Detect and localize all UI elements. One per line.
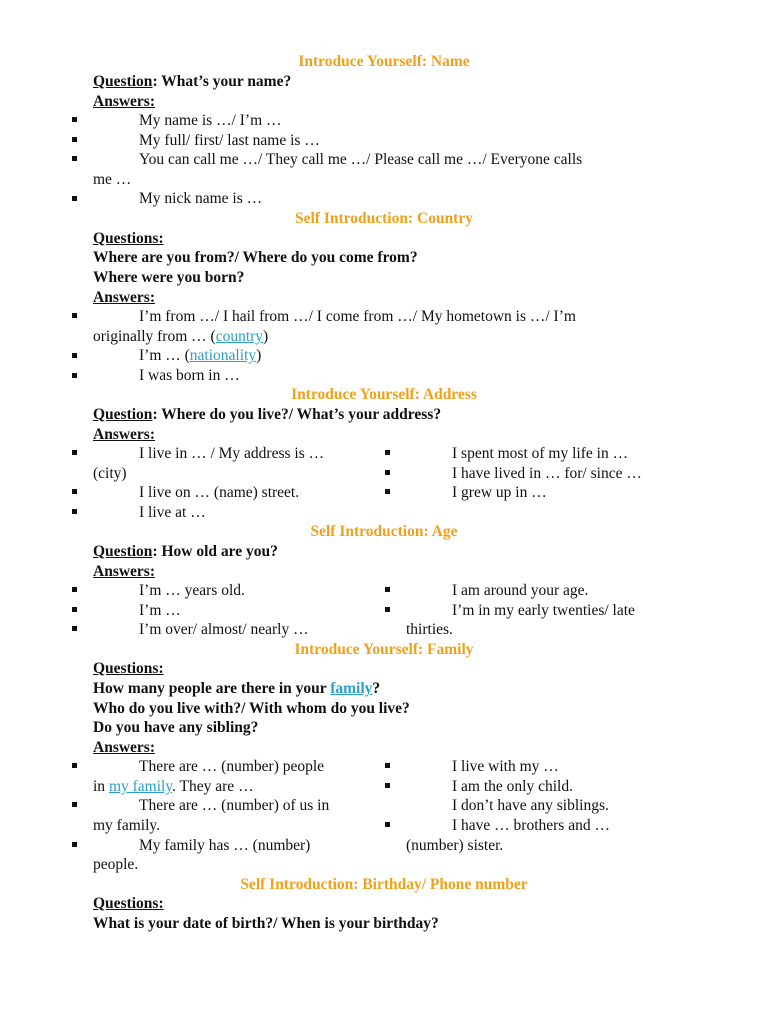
answer-item: I live with my … xyxy=(452,758,559,775)
questions-label-family: Questions: xyxy=(93,660,164,677)
question-item: What is your date of birth?/ When is your birthday? xyxy=(93,915,439,932)
text-segment: originally from … ( xyxy=(93,328,216,345)
question-label: Question xyxy=(93,406,153,423)
question-name xyxy=(93,72,291,92)
bullet xyxy=(385,763,390,768)
question-address xyxy=(93,405,441,425)
answer-item xyxy=(139,346,261,366)
answer-item-continued: (number) sister. xyxy=(406,837,504,854)
question-item xyxy=(93,679,380,699)
answer-item: I’m over/ almost/ nearly … xyxy=(139,621,309,638)
nationality-link[interactable]: nationality xyxy=(189,347,257,364)
answer-item: I am the only child. xyxy=(452,778,573,795)
answers-label-family: Answers: xyxy=(93,739,155,756)
questions-label-country: Questions: xyxy=(93,230,164,247)
answer-item-continued: people. xyxy=(93,856,139,873)
question-item: Who do you live with?/ With whom do you live? xyxy=(93,700,410,717)
bullet xyxy=(385,450,390,455)
bullet xyxy=(385,822,390,827)
answer-item: My nick name is … xyxy=(139,190,263,207)
bullet xyxy=(385,587,390,592)
question-label: Question xyxy=(93,543,153,560)
bullet xyxy=(72,117,77,122)
answer-item: You can call me …/ They call me …/ Please call me …/ Everyone calls xyxy=(139,151,583,168)
answer-item: I live on … (name) street. xyxy=(139,484,300,501)
answer-item: I have lived in … for/ since … xyxy=(452,465,642,482)
bullet xyxy=(72,373,77,378)
answer-item: I am around your age. xyxy=(452,582,589,599)
question-item: Where were you born? xyxy=(93,269,245,286)
question-item: Where are you from?/ Where do you come from? xyxy=(93,249,418,266)
text-segment: How many people are there in your xyxy=(93,680,331,697)
answer-item: I don’t have any siblings. xyxy=(452,797,609,814)
bullet xyxy=(72,842,77,847)
bullet xyxy=(72,607,77,612)
answer-item: I live in … / My address is … xyxy=(139,445,325,462)
answer-item: I’m … xyxy=(139,602,181,619)
question-text: : How old are you? xyxy=(152,543,278,560)
answers-label-age: Answers: xyxy=(93,563,155,580)
answer-item-continued: thirties. xyxy=(406,621,453,638)
answer-item: I live at … xyxy=(139,504,206,521)
text-segment: I’m … ( xyxy=(139,347,190,364)
bullet xyxy=(72,802,77,807)
bullet xyxy=(72,156,77,161)
answer-item: I’m in my early twenties/ late xyxy=(452,602,635,619)
text-segment: . They are … xyxy=(172,778,254,795)
bullet xyxy=(385,607,390,612)
heading-address: Introduce Yourself: Address xyxy=(291,386,477,403)
my-family-link[interactable]: my family xyxy=(108,778,173,795)
answer-item-continued xyxy=(93,777,254,797)
heading-country: Self Introduction: Country xyxy=(295,210,473,227)
answer-item: There are … (number) people xyxy=(139,758,325,775)
answer-item-continued: me … xyxy=(93,171,132,188)
heading-family: Introduce Yourself: Family xyxy=(294,641,474,658)
bullet xyxy=(72,353,77,358)
bullet xyxy=(385,783,390,788)
question-text: : What’s your name? xyxy=(152,73,292,90)
bullet xyxy=(385,470,390,475)
bullet xyxy=(72,450,77,455)
answers-label-name: Answers: xyxy=(93,93,155,110)
answer-item: I’m … years old. xyxy=(139,582,245,599)
text-segment: ) xyxy=(256,347,262,364)
answer-item: My full/ first/ last name is … xyxy=(139,132,320,149)
answer-item: I spent most of my life in … xyxy=(452,445,629,462)
bullet xyxy=(72,196,77,201)
bullet xyxy=(72,587,77,592)
bullet xyxy=(72,763,77,768)
text-segment: ? xyxy=(372,680,381,697)
heading-age: Self Introduction: Age xyxy=(310,523,458,540)
bullet xyxy=(72,313,77,318)
heading-name: Introduce Yourself: Name xyxy=(298,53,470,70)
answer-item: I have … brothers and … xyxy=(452,817,610,834)
family-link[interactable]: family xyxy=(330,680,373,697)
answer-item-continued xyxy=(93,327,268,347)
answer-item: My name is …/ I’m … xyxy=(139,112,282,129)
answer-item: I’m from …/ I hail from …/ I come from …/ My hometown is …/ I’m xyxy=(139,308,576,325)
bullet xyxy=(72,626,77,631)
bullet xyxy=(385,489,390,494)
answers-label-country: Answers: xyxy=(93,289,155,306)
question-text: : Where do you live?/ What’s your address? xyxy=(152,406,442,423)
answers-label-address: Answers: xyxy=(93,426,155,443)
answer-item-continued: my family. xyxy=(93,817,161,834)
question-item: Do you have any sibling? xyxy=(93,719,259,736)
answer-item: I was born in … xyxy=(139,367,240,384)
answer-item-continued: (city) xyxy=(93,465,127,482)
bullet xyxy=(72,489,77,494)
answer-item: My family has … (number) xyxy=(139,837,311,854)
bullet xyxy=(72,137,77,142)
questions-label-birthday: Questions: xyxy=(93,895,164,912)
answer-item: There are … (number) of us in xyxy=(139,797,330,814)
text-segment: in xyxy=(93,778,109,795)
answer-item: I grew up in … xyxy=(452,484,547,501)
country-link[interactable]: country xyxy=(215,328,264,345)
question-age xyxy=(93,542,278,562)
question-label: Question xyxy=(93,73,153,90)
text-segment: ) xyxy=(263,328,269,345)
heading-birthday: Self Introduction: Birthday/ Phone number xyxy=(240,876,528,893)
bullet xyxy=(72,509,77,514)
